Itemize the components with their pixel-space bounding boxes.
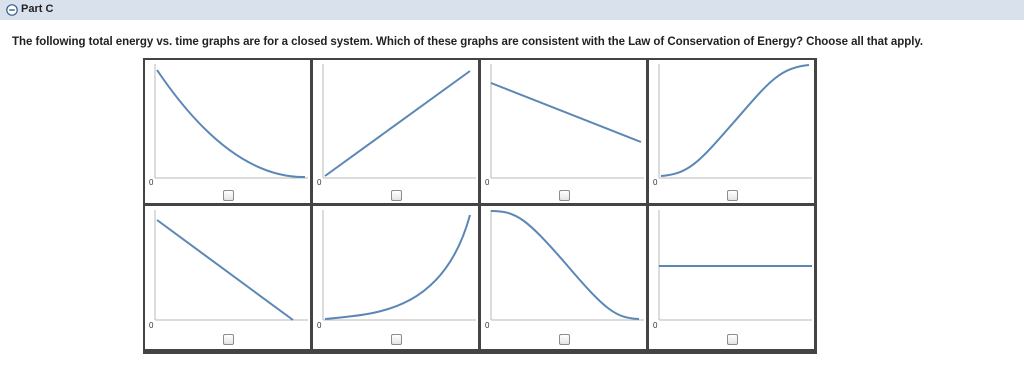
energy-curve [157,220,293,320]
part-title[interactable]: Part C [21,3,54,15]
graph-cell [649,60,814,203]
graph-cell [145,60,310,203]
graph-5-checkbox[interactable] [223,334,234,345]
origin-label: 0 [485,321,490,330]
origin-label: 0 [317,321,322,330]
graph-cell [313,206,478,349]
origin-label: 0 [149,321,154,330]
energy-curve [325,71,470,176]
energy-time-graph [313,60,478,203]
origin-label: 0 [653,321,658,330]
collapse-icon[interactable] [6,4,18,16]
question-text: The following total energy vs. time graphs are for a closed system. Which of these graphs are consistent with the Law of Conservation of Energy? Choose all that apply. [12,36,923,48]
origin-label: 0 [149,178,154,187]
graph-cell [649,206,814,349]
graph-cell [481,206,646,349]
energy-time-graph [313,206,478,349]
energy-time-graph [145,206,310,349]
graph-8-checkbox[interactable] [727,334,738,345]
part-header[interactable] [0,0,1024,20]
graph-cell [313,60,478,203]
origin-label: 0 [485,178,490,187]
graph-3-checkbox[interactable] [559,190,570,201]
energy-curve [325,215,470,319]
energy-time-graph [649,206,814,349]
graph-1-checkbox[interactable] [223,190,234,201]
energy-curve [157,70,305,177]
graph-cell [481,60,646,203]
origin-label: 0 [317,178,322,187]
graph-cell [145,206,310,349]
graph-6-checkbox[interactable] [391,334,402,345]
graph-grid [143,58,817,354]
energy-curve [491,211,639,319]
energy-time-graph [481,206,646,349]
graph-2-checkbox[interactable] [391,190,402,201]
energy-time-graph [145,60,310,203]
energy-curve [491,83,641,142]
origin-label: 0 [653,178,658,187]
graph-7-checkbox[interactable] [559,334,570,345]
energy-time-graph [649,60,814,203]
energy-time-graph [481,60,646,203]
energy-curve [661,65,809,176]
graph-4-checkbox[interactable] [727,190,738,201]
